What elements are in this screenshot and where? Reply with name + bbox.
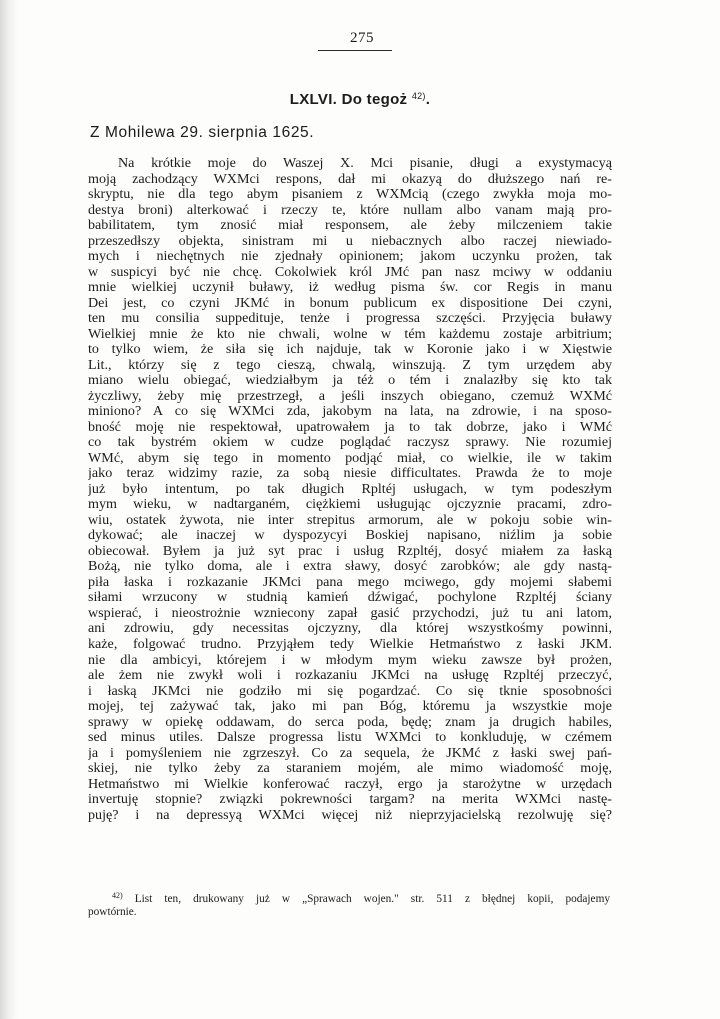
body-line: jako teraz widzimy razie, za sobą niesie difficultates. Prawda że to moje <box>88 466 612 482</box>
body-line: życzliwy, żeby mię przestrzegł, a jeśli inszych obiegano, czemuż WXMć <box>88 388 612 404</box>
body-line: ja i pomyśleniem nie zgrzeszył. Co za sequela, że JKMć z łaski swej pań- <box>88 745 612 761</box>
body-line: ten mu consilia suppedituje, tenże i progressa szczęści. Przyjęcia buławy <box>88 311 612 327</box>
body-line: Lit., którzy się z tego cieszą, chwalą, winszują. Z tym urzędem aby <box>88 357 612 373</box>
body-line: sed minus utiles. Dalsze progressa listu WXMci to konkluduję, w czémem <box>88 730 612 746</box>
footnote-line-2: powtórnie. <box>88 906 137 918</box>
body-line: i łaską JKMci nie godziło mi się pogardzać. Co się tknie sposobności <box>88 683 612 699</box>
place-date-line: Z Mohilewa 29. sierpnia 1625. <box>90 124 315 141</box>
body-line: destya broni) alterkować i rzeczy te, które nullam albo vanam mają pro- <box>88 202 612 218</box>
body-line: miano wielu obiegać, wiedziałbym ja téż o tém i znalazłby się kto tak <box>88 373 612 389</box>
body-line: każe, folgować trudno. Przyjąłem tedy Wielkie Hetmaństwo z łaski JKM. <box>88 636 612 652</box>
body-line: piła łaska i rozkazanie JKMci pana mego mciwego, gdy mojemi słabemi <box>88 574 612 590</box>
binding-shadow <box>0 0 18 1019</box>
body-line: miniono? A co się WXMci zda, jakobym na lata, na zdrowie, i na sposo- <box>88 404 612 420</box>
body-line: Bożą, nie tylko doma, ale i extra sławy, dosyć zarobków; ale gdy nastą- <box>88 559 612 575</box>
footnote-reference: 42) <box>411 91 426 101</box>
body-line: sprawy w opiekę oddawam, do serca poda, będę; znam ja drugich habiles, <box>88 714 612 730</box>
letter-heading <box>0 91 720 108</box>
body-line: Na krótkie moje do Waszej X. Mci pisanie, długi a exystymacyą <box>118 156 612 171</box>
body-line: skryptu, nie dla tego abym pisaniem z WXMcią (czego zwykła moja mo- <box>88 187 612 203</box>
body-line: co tak bystrém okiem w cudze poglądać raczysz sprawy. Nie rozumiej <box>88 435 612 451</box>
body-line: wspierać, i nieostrożnie wzniecony zapał gasić przychodzi, już tu ani latom, <box>88 605 612 621</box>
body-line: babilitatem, tym znosić miał responsem, ale żeby milczeniem takie <box>88 218 612 234</box>
body-line: ale żem nie zwykł woli i rozkazaniu JKMci na usługę Rzpltéj przeczyć, <box>88 668 612 684</box>
letter-body <box>88 156 612 856</box>
body-line: siłami wrzucony w studnią kamień dźwigać, pochylone Rzpltéj ściany <box>88 590 612 606</box>
body-line: przeszedłszy objekta, sinistram mi u niebacznych albo raczej niewiado- <box>88 233 612 249</box>
body-line: puję? i na depressyą WXMci więcej niż nieprzyjacielską rezolwuję się? <box>88 807 612 823</box>
body-line: już było intentum, po tak długich Rpltéj usługach, w tym podeszłym <box>88 481 612 497</box>
page-number-rule <box>318 50 392 51</box>
body-line: WMć, abym się tego in momento podjąć miał, co wielkie, ile w takim <box>88 450 612 466</box>
body-line: Wielkiej mnie że kto nie chwali, wolne w tém każdemu zostaje arbitrium; <box>88 326 612 342</box>
body-line: bność moję nie respektował, upatrowałem ja to tak dobrze, jako i WMć <box>88 419 612 435</box>
letter-title: LXLVI. Do tegoż <box>289 91 408 108</box>
page-number: 275 <box>350 30 374 46</box>
footnote <box>88 889 610 919</box>
body-line: wiu, ostatek żywota, nie inter strepitus armorum, ale w pokoju sobie win- <box>88 512 612 528</box>
body-line: invertuję stopnie? związki pokrewności targam? na merita WXMci nastę- <box>88 792 612 808</box>
body-line: nie dla ambicyi, którejem i w młodym mym wieku zawsze był prożen, <box>88 652 612 668</box>
body-line: dykować; ale inaczej w dyspozycyi Boskiej napisano, niźlim ja sobie <box>88 528 612 544</box>
body-line: obiecował. Byłem ja już syt prac i usług Rzpltéj, dosyć miałem za łaską <box>88 543 612 559</box>
footnote-text-1: List ten, drukowany już w „Sprawach wojen." str. 511 z błędnej kopii, podajemy <box>134 893 611 905</box>
body-line: mych i niechętnych nie zjednały opinionem; jakom uczynku prożen, tak <box>88 249 612 265</box>
body-line: mojej, tej zażywać tak, jako mi pan Bóg, któremu ja wszystkie moje <box>88 699 612 715</box>
footnote-line-1 <box>88 889 610 906</box>
heading-suffix: . <box>425 91 431 108</box>
body-line: moją zachodzący WXMci respons, dał mi okazyą do dłuższego nań re- <box>88 171 612 187</box>
body-line: ani zdrowiu, gdy necessitas ojczyzny, dla której wszystkośmy powinni, <box>88 621 612 637</box>
footnote-marker: 42) <box>112 891 123 900</box>
body-line: to tylko wiem, że siła się ich najduje, tak w Koronie jako i w Xięstwie <box>88 342 612 358</box>
body-line: w suspicyi być nie chcę. Cokolwiek król JMć pan nasz mciwy w oddaniu <box>88 264 612 280</box>
body-line: skiej, nie tylko żeby za staraniem mojém, ale mimo wiadomość moję, <box>88 761 612 777</box>
body-line: mym wieku, w nadtarganém, ciężkiemi usługując ojczyznie pracami, zdro- <box>88 497 612 513</box>
body-line: Hetmaństwo mi Wielkie konferować raczył, ergo ja starożytne w urzędach <box>88 776 612 792</box>
body-line: Dei jest, co czyni JKMć in bonum publicum ex dispositione Dei czyni, <box>88 295 612 311</box>
body-line: mnie wielkiej uczynił buławy, iż według pisma św. cor Regis in manu <box>88 280 612 296</box>
